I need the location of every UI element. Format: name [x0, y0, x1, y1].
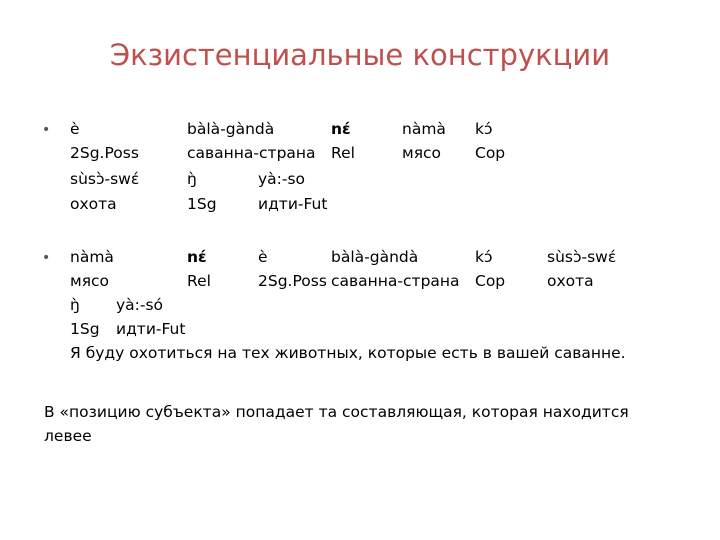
- word-form: bàlà-gàndà: [187, 120, 275, 138]
- slide-title: Экзистенциальные конструкции: [109, 38, 611, 72]
- word-gloss: охота: [70, 195, 117, 213]
- word-form: è: [258, 248, 268, 266]
- note-line: левее: [44, 427, 92, 445]
- bullet: •: [42, 122, 51, 138]
- note-line: В «позицию субъекта» попадает та составляющая, которая находится: [44, 403, 629, 421]
- word-form: bàlà-gàndà: [331, 248, 419, 266]
- word-gloss: 2Sg.Poss: [70, 144, 139, 162]
- word-gloss: Cop: [475, 272, 506, 290]
- translation: Я буду охотиться на тех животных, которые есть в вашей саванне.: [70, 344, 626, 362]
- word-gloss: мясо: [402, 144, 442, 162]
- word-form: nɛ́: [331, 120, 351, 138]
- word-form: nàmà: [70, 248, 114, 266]
- word-gloss: идти-Fut: [258, 195, 328, 213]
- word-gloss: Rel: [187, 272, 211, 290]
- word-form: ŋ̀: [187, 170, 197, 188]
- word-form: è: [70, 120, 80, 138]
- word-form: nɛ́: [187, 248, 207, 266]
- word-gloss: 1Sg: [70, 320, 100, 338]
- word-form: kɔ́: [475, 248, 493, 266]
- word-gloss: мясо: [70, 272, 110, 290]
- word-gloss: 2Sg.Poss: [258, 272, 327, 290]
- word-form: yà:-so: [258, 170, 306, 188]
- word-gloss: саванна-страна: [187, 144, 316, 162]
- word-form: sùsɔ̀-swɛ́: [70, 170, 140, 188]
- word-form: kɔ́: [475, 120, 493, 138]
- word-gloss: Rel: [331, 144, 355, 162]
- word-gloss: идти-Fut: [116, 320, 186, 338]
- word-gloss: саванна-страна: [331, 272, 460, 290]
- bullet: •: [42, 250, 51, 266]
- word-form: ŋ̀: [70, 296, 80, 314]
- word-form: yà:-só: [116, 296, 164, 314]
- word-gloss: 1Sg: [187, 195, 217, 213]
- word-gloss: Cop: [475, 144, 506, 162]
- word-form: sùsɔ̀-swɛ́: [547, 248, 617, 266]
- word-gloss: охота: [547, 272, 594, 290]
- word-form: nàmà: [402, 120, 446, 138]
